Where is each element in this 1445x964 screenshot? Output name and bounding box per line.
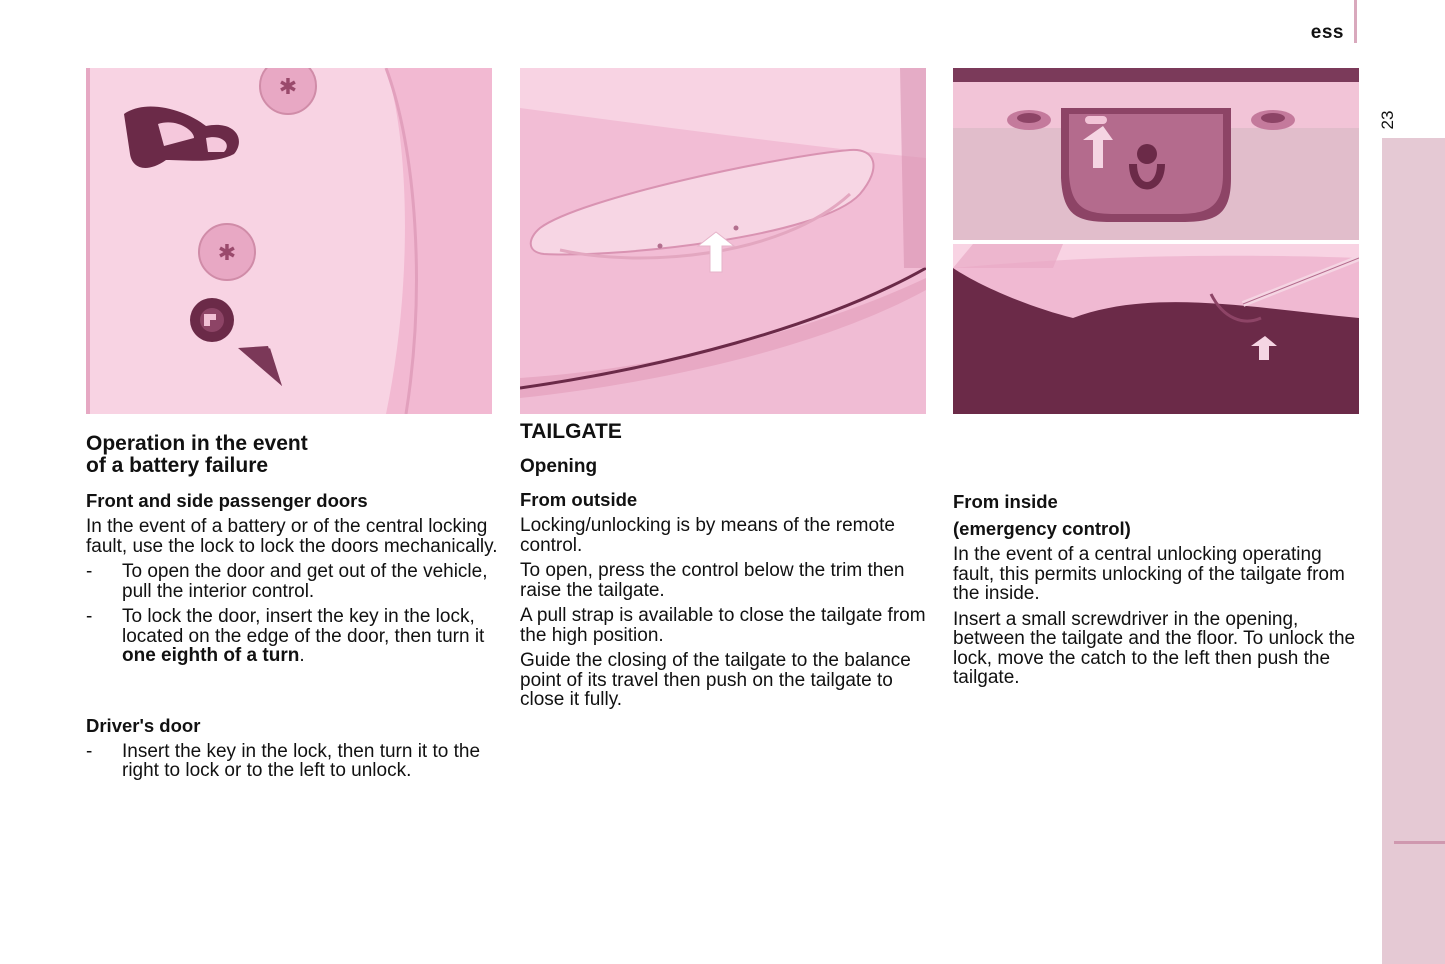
bullet-list — [86, 742, 498, 781]
section-title — [86, 433, 498, 477]
subheading-front-side-doors: Front and side passenger doors — [86, 490, 368, 511]
emergency-control-section — [953, 492, 1365, 688]
dash-marker: - — [86, 561, 93, 582]
paragraph: A pull strap is available to close the tailgate from the high position. — [520, 605, 926, 646]
side-tab-rule — [1394, 841, 1445, 844]
svg-text:✱: ✱ — [217, 241, 237, 266]
tailgate-section — [520, 421, 932, 710]
paragraph: Guide the closing of the tailgate to the balance point of its travel then push on the tailgate to close it fully. — [520, 650, 911, 710]
section-title: TAILGATE — [520, 420, 622, 443]
list-item — [86, 607, 498, 666]
paragraph: To open, press the control below the trim then raise the tailgate. — [520, 560, 905, 601]
list-item — [86, 742, 498, 781]
emergency-release-illustration — [953, 68, 1359, 414]
svg-text:✱: ✱ — [278, 75, 298, 100]
title-line-2: of a battery failure — [86, 454, 269, 477]
dash-marker: - — [86, 740, 93, 762]
header-rule — [1354, 0, 1357, 43]
bullet-text-end: . — [299, 645, 305, 666]
subheading-drivers-door: Driver's door — [86, 714, 201, 736]
list-item — [86, 562, 498, 601]
paragraph: In the event of a central unlocking operating fault, this permits unlocking of the tailgate from the inside. — [953, 544, 1345, 604]
subheading-opening: Opening — [520, 456, 598, 477]
title-line-1: Operation in the event — [86, 432, 308, 455]
subheading-from-outside: From outside — [520, 489, 638, 510]
battery-failure-section — [86, 433, 498, 781]
paragraph: In the event of a battery or of the central locking fault, use the lock to lock the doors mechanically. — [86, 516, 498, 557]
bullet-list — [86, 562, 498, 666]
section-header: ess — [1310, 22, 1344, 43]
bullet-bold-text: one eighth of a turn — [122, 645, 300, 666]
subheading-from-inside: From inside — [953, 491, 1058, 512]
bullet-text: To lock the door, insert the key in the lock, located on the edge of the door, then turn it — [122, 606, 485, 647]
paragraph: Insert a small screwdriver in the opening, between the tailgate and the floor. To unlock the lock, move the catch to the left then push the tailgate. — [953, 608, 1356, 688]
tailgate-handle-illustration — [520, 68, 926, 414]
bullet-text: Insert the key in the lock, then turn it to the right to lock or to the left to unlock. — [122, 740, 481, 781]
door-lock-illustration — [86, 68, 492, 414]
dash-marker: - — [86, 606, 93, 627]
page-number: 23 — [1378, 110, 1397, 130]
paragraph: Locking/unlocking is by means of the remote control. — [520, 515, 895, 556]
subheading-emergency-control: (emergency control) — [953, 518, 1131, 539]
bullet-text: To open the door and get out of the vehicle, pull the interior control. — [122, 561, 488, 602]
